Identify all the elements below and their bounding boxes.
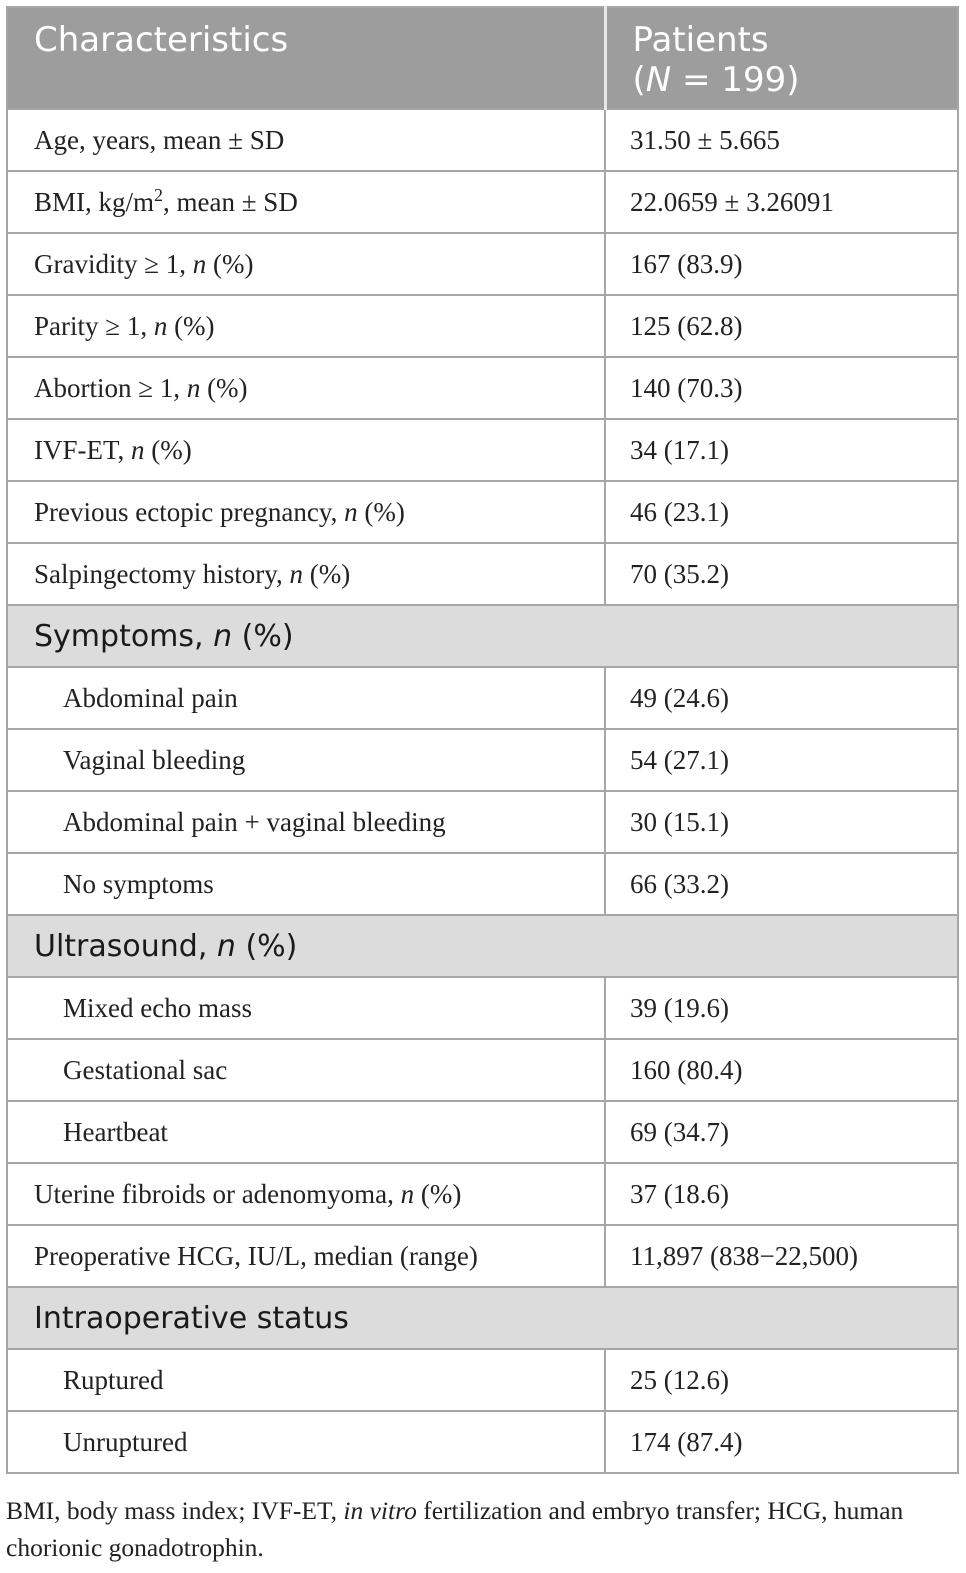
table-row	[7, 233, 958, 295]
row-value: 37 (18.6)	[605, 1163, 958, 1225]
table-row	[7, 357, 958, 419]
row-label: Unruptured	[7, 1411, 605, 1473]
row-value: 25 (12.6)	[605, 1349, 958, 1411]
row-value: 140 (70.3)	[605, 357, 958, 419]
row-label: Salpingectomy history, n (%)	[7, 543, 605, 605]
row-label: Abdominal pain	[7, 667, 605, 729]
table-row	[7, 171, 958, 233]
row-value: 34 (17.1)	[605, 419, 958, 481]
row-label: Parity ≥ 1, n (%)	[7, 295, 605, 357]
table-row	[7, 295, 958, 357]
section-header: Intraoperative status	[7, 1287, 958, 1349]
header-row	[7, 7, 958, 109]
row-label: Gestational sac	[7, 1039, 605, 1101]
section-row-intraoperative	[7, 1287, 958, 1349]
row-value: 30 (15.1)	[605, 791, 958, 853]
section-row-symptoms	[7, 605, 958, 667]
table-footnote: BMI, body mass index; IVF-ET, in vitro fertilization and embryo transfer; HCG, human chorionic gonadotrophin.	[6, 1496, 904, 1562]
table-row	[7, 729, 958, 791]
row-value: 39 (19.6)	[605, 977, 958, 1039]
row-label: Previous ectopic pregnancy, n (%)	[7, 481, 605, 543]
row-label: Gravidity ≥ 1, n (%)	[7, 233, 605, 295]
table-row	[7, 1101, 958, 1163]
table-row	[7, 791, 958, 853]
table-row	[7, 543, 958, 605]
table-row	[7, 1349, 958, 1411]
header-characteristics: Characteristics	[7, 7, 605, 109]
table-row	[7, 667, 958, 729]
row-label: IVF-ET, n (%)	[7, 419, 605, 481]
table-row	[7, 1225, 958, 1287]
row-value: 22.0659 ± 3.26091	[605, 171, 958, 233]
row-value: 174 (87.4)	[605, 1411, 958, 1473]
table-row	[7, 853, 958, 915]
row-label: Mixed echo mass	[7, 977, 605, 1039]
row-value: 160 (80.4)	[605, 1039, 958, 1101]
row-label: Vaginal bleeding	[7, 729, 605, 791]
row-label: Abortion ≥ 1, n (%)	[7, 357, 605, 419]
section-header: Symptoms, n (%)	[7, 605, 958, 667]
row-value: 46 (23.1)	[605, 481, 958, 543]
header-patients-label: Patients	[632, 20, 769, 60]
row-value: 69 (34.7)	[605, 1101, 958, 1163]
row-value: 11,897 (838−22,500)	[605, 1225, 958, 1287]
table-row	[7, 109, 958, 171]
row-value: 49 (24.6)	[605, 667, 958, 729]
row-label: No symptoms	[7, 853, 605, 915]
row-value: 31.50 ± 5.665	[605, 109, 958, 171]
row-value: 66 (33.2)	[605, 853, 958, 915]
section-row-ultrasound	[7, 915, 958, 977]
row-label: Age, years, mean ± SD	[7, 109, 605, 171]
header-patients: Patients (N = 199)	[605, 7, 958, 109]
table-row	[7, 977, 958, 1039]
section-header: Ultrasound, n (%)	[7, 915, 958, 977]
row-value: 54 (27.1)	[605, 729, 958, 791]
row-label: Preoperative HCG, IU/L, median (range)	[7, 1225, 605, 1287]
row-value: 167 (83.9)	[605, 233, 958, 295]
table-row	[7, 419, 958, 481]
table-row	[7, 481, 958, 543]
row-value: 70 (35.2)	[605, 543, 958, 605]
row-label: Ruptured	[7, 1349, 605, 1411]
row-value: 125 (62.8)	[605, 295, 958, 357]
row-label: BMI, $kg/m^2$, mean ± SD	[7, 171, 605, 233]
row-label: Uterine fibroids or adenomyoma, n (%)	[7, 1163, 605, 1225]
row-label: Abdominal pain + vaginal bleeding	[7, 791, 605, 853]
table-row	[7, 1411, 958, 1473]
characteristics-table	[6, 6, 959, 1474]
table-row	[7, 1039, 958, 1101]
row-label: Heartbeat	[7, 1101, 605, 1163]
table-row	[7, 1163, 958, 1225]
